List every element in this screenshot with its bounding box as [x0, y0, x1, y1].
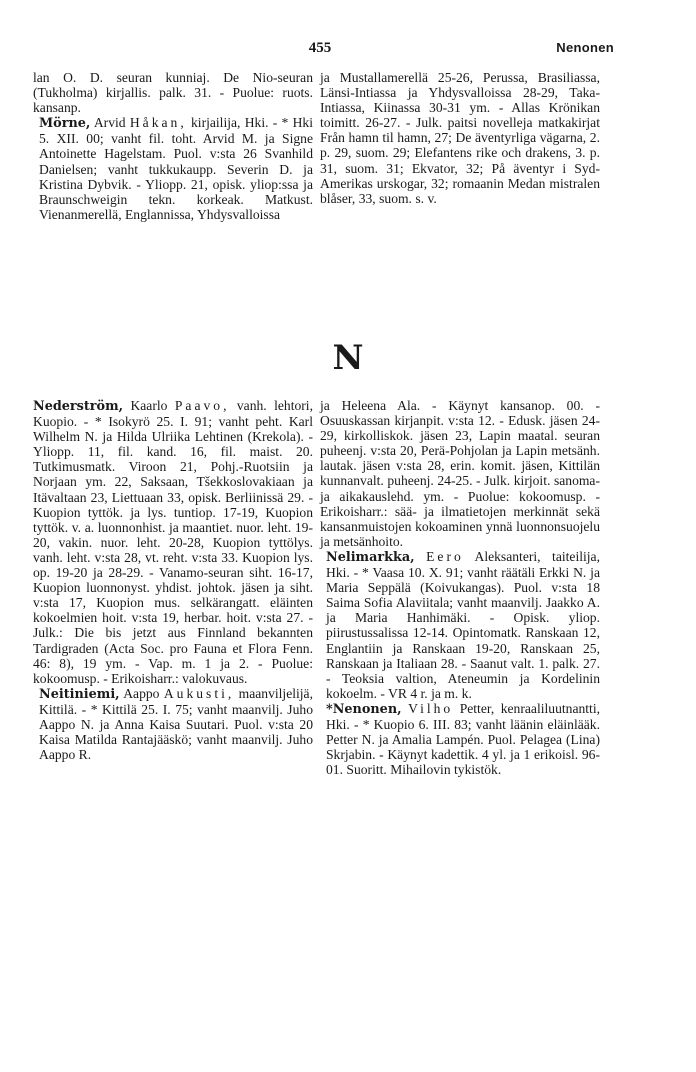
- entry-continuation: ja Heleena Ala. - Käynyt kansanop. 00. - Osuuskassan kirjanpit. v:sta 12. - Edusk. jäsen 24-29, kirkolliskok. jäsen 23, Lapin maatal. seuran puheenj. v:sta 20, Perä-Pohjolan ja Lapin metsänh. lautak. jäsen v:sta 28, erin. komit. jäsen, Kittilän kunnanvalt. puheenj. 24-25. - Julk. kirjoit. sanoma- ja aikakauslehd. ym. - Puolue: kokoomusp. - Erikoisharr.: sää- ja ilmatietojen merkinnät sekä kansanmuistojen kokoaminen ynnä luonnonsuojelu ja metsänhoito.: [320, 398, 600, 549]
- entry-text: Petter, kenraaliluutnantti, Hki. - * Kuopio 6. III. 83; vanht läänin eläinlääk. Petter N. ja Amalia Lampén. Puol. Pelagea (Lina) Skrjabin. - Käynyt kadettik. 4 yl. ja 1 erikoisl. 96-01. Suoritt. Mihailovin tykistök.: [326, 700, 601, 778]
- entry-first-name: [415, 549, 426, 564]
- entry-called-name: Håkan,: [129, 115, 187, 131]
- entry-called-name: Paavo,: [174, 398, 230, 413]
- top-right-column: [320, 70, 600, 206]
- entry-text: kirjailija, Hki. - * Hki 5. XII. 00; vanht fil. toht. Arvid M. ja Signe Antoinette Hagelstam. Puol. v:sta 26 Svanhild Danielsen; vanht tukkukaupp. Severin D. ja Kristina Dybvik. - Yliopp. 21, opisk. yliop:ssa ja Braunschweigin tekn. korkeak. Matkust. Vienanmerellä, Englannissa, Yhdysvalloissa: [39, 115, 313, 222]
- entry-neitiniemi: [33, 686, 313, 762]
- section-letter: N: [332, 338, 364, 378]
- entry-morne: [33, 115, 313, 222]
- page-header: [0, 40, 696, 62]
- entry-called-name: Vilho: [408, 700, 454, 716]
- top-left-column: [33, 70, 313, 222]
- entry-text: maanviljelijä, Kittilä. - * Kittilä 25. I. 75; vanht maanvilj. Juho Aappo N. ja Anna Kaisa Suutari. Puol. v:sta 20 Kaisa Matilda Rantajääskö; vanht maanvilj. Juho Aappo R.: [39, 685, 313, 763]
- entry-name: Nederström,: [33, 399, 124, 414]
- entry-first-name: Aappo: [119, 685, 164, 701]
- entry-name: Mörne,: [39, 116, 91, 132]
- entry-first-name: Arvid: [93, 115, 130, 131]
- entry-name: Neitiniemi,: [39, 686, 120, 702]
- entry-nederstrom: [33, 398, 313, 686]
- entry-continuation: lan O. D. seuran kunniaj. De Nio-seuran (Tukholma) kirjallis. palk. 31. - Puolue: ruots. kansanp.: [33, 70, 313, 116]
- entry-name: *Nenonen,: [326, 701, 402, 717]
- page-number: 455: [308, 40, 332, 56]
- entry-called-name: Aukusti,: [163, 685, 235, 701]
- entry-first-name: Kaarlo: [123, 398, 175, 413]
- bottom-right-column: [320, 398, 600, 777]
- entry-name: Nelimarkka,: [326, 549, 415, 565]
- entry-text: vanh. lehtori, Kuopio. - * Isokyrö 25. I. 91; vanht peht. Karl Wilhelm N. ja Hilda Ulriika Lehtinen (Krekola). - Yliopp. 11, fil. kand. 16, fil. maist. 20. Tutkimusmatk. Viroon 21, Pohj.-Ruotsiin ja Norjaan ym. 22, Saksaan, Tšekkoslovakiaan ja Itävaltaan 23, Liettuaan 33, opisk. Berliinissä 29. - Kuopion tyttök. ja lys. tuntiop. 17-19, Kuopion tyttök. v. a. luonnonhist. ja maantiet. nuor. leht. 19-20, vakin. nuor. leht. 20-28, Kuopion tyttölys. vanh. leht. v:sta 28, vt. reht. v:sta 33. Kuopion lys. op. 19-20 ja 28-29. - Vanamo-seuran siht. 16-17, Kuopion luonnonyst. yhdist. johtok. jäsen ja siht. v:sta 17, Kuopion mus. selkärangatt. eläinten kokoelmien hoit. v:sta 19, herbar. hoit. v:sta 27. - Julk.: Die bis jetzt aus Finnland bekannten Tardigraden (Acta Soc. pro Fauna et Flora Fenn. 46: 8), 19 ym. - Vap. m. 1 ja 2. - Puolue: kokoomusp. - Erikoisharr.: valokuvaus.: [33, 398, 313, 686]
- running-head: Nenonen: [556, 40, 614, 55]
- entry-nenonen: [320, 701, 600, 777]
- entry-text: Aleksanteri, taiteilija, Hki. - * Vaasa 10. X. 91; vanht räätäli Erkki N. ja Maria Seppälä (Koivukangas). Puol. v:sta 18 Saima Sofia Alaviitala; vanht maanvilj. Jaakko A. ja Maria Hanhimäki. - Opisk. yliop. piirustussalissa 12-14. Opintomatk. Ranskaan 12, Englantiin ja Ranskaan 19-20, Ranskaan 25, Ranskaan ja Italiaan 28. - Saanut valt. 1. palk. 27. - Teoksia valtion, Ateneumin ja Kordelinin kokoelm. - VR 4 r. ja m. k.: [326, 548, 600, 701]
- entry-continuation: ja Mustallamerellä 25-26, Perussa, Brasiliassa, Länsi-Intiassa ja Yhdysvalloissa 28-29, Taka-Intiassa, Kiinassa 30-31 ym. - Allas Krönikan toimitt. 26-27. - Julk. paitsi novelleja matkakirjat Från hamn til hamn, 27; De äventyrliga vägarna, 2. p. 29, suom. 29; Elefantens rike och drakens, 3. p. 31, suom. 31; Ekvator, 32; På äventyr i Syd-Amerikas urskogar, 32; romaanin Medan mistralen blåser, 33, suom. s. v.: [320, 70, 600, 206]
- entry-called-name: Eero: [426, 548, 464, 564]
- bottom-left-column: [33, 398, 313, 762]
- entry-nelimarkka: [320, 549, 600, 701]
